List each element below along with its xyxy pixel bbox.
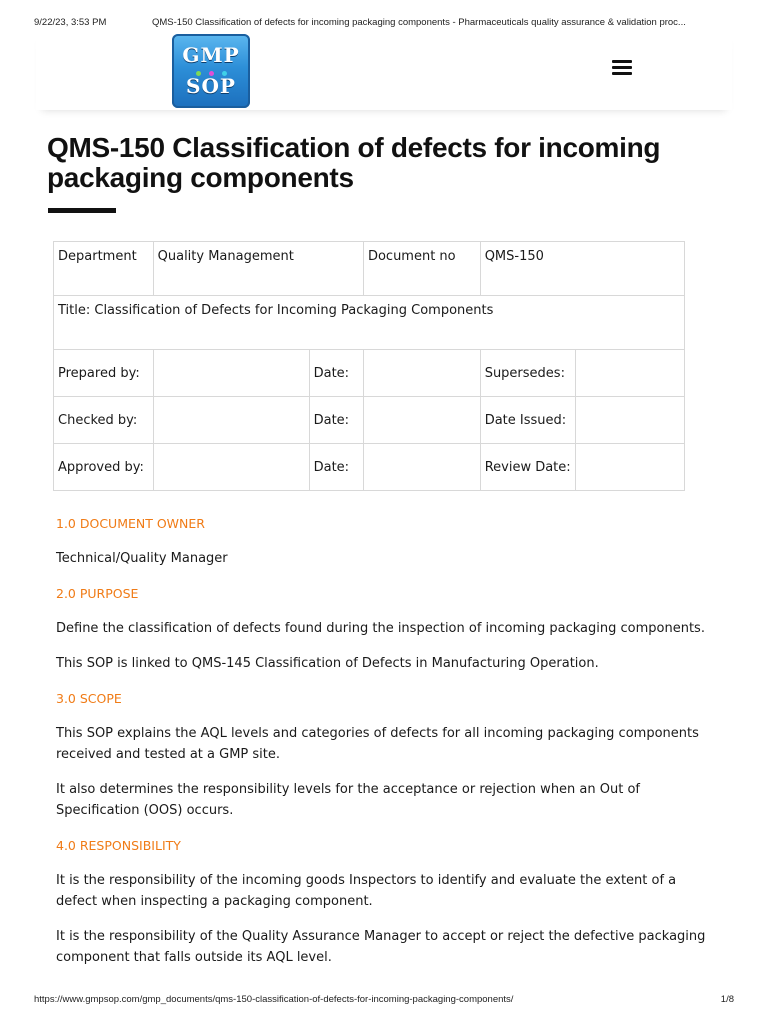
print-url: https://www.gmpsop.com/gmp_documents/qms-150-classification-of-defects-for-incoming-packaging-components/ <box>34 994 514 1005</box>
paragraph: Define the classification of defects found during the inspection of incoming packaging components. <box>56 621 705 636</box>
prepared-date-label: Date: <box>309 350 363 397</box>
print-page-number: 1/8 <box>720 994 734 1005</box>
print-footer <box>34 994 734 1005</box>
document-no-label: Document no <box>363 242 480 296</box>
prepared-by-label: Prepared by: <box>54 350 154 397</box>
document-body <box>56 513 716 982</box>
document-control-table <box>53 241 685 491</box>
table-row <box>54 350 685 397</box>
document-title-cell: Title: Classification of Defects for Incoming Packaging Components <box>54 296 685 350</box>
logo-text-bottom: SOP <box>186 74 236 98</box>
supersedes-value <box>576 350 685 397</box>
table-row <box>54 296 685 350</box>
department-label: Department <box>54 242 154 296</box>
checked-by-value <box>153 397 309 444</box>
approved-date-value <box>363 444 480 491</box>
date-issued-value <box>576 397 685 444</box>
section-heading-scope: 3.0 SCOPE <box>56 691 122 706</box>
checked-by-label: Checked by: <box>54 397 154 444</box>
supersedes-label: Supersedes: <box>480 350 576 397</box>
document-no-value: QMS-150 <box>480 242 684 296</box>
approved-by-value <box>153 444 309 491</box>
prepared-by-value <box>153 350 309 397</box>
section-heading-responsibility: 4.0 RESPONSIBILITY <box>56 838 181 853</box>
table-row <box>54 397 685 444</box>
paragraph: This SOP is linked to QMS-145 Classification of Defects in Manufacturing Operation. <box>56 656 599 671</box>
print-page-title: QMS-150 Classification of defects for incoming packaging components - Pharmaceuticals quality assurance & validation proc... <box>152 17 686 28</box>
gmpsop-logo[interactable] <box>172 34 250 108</box>
title-underline <box>48 208 116 213</box>
page-title: QMS-150 Classification of defects for incoming packaging components <box>47 132 661 193</box>
paragraph: This SOP explains the AQL levels and categories of defects for all incoming packaging components received and tested at a GMP site. <box>56 726 699 762</box>
site-header <box>36 30 732 110</box>
approved-date-label: Date: <box>309 444 363 491</box>
checked-date-label: Date: <box>309 397 363 444</box>
paragraph: Technical/Quality Manager <box>56 551 228 566</box>
logo-text-top: GMP <box>182 43 240 67</box>
table-row <box>54 242 685 296</box>
print-header <box>34 17 734 28</box>
review-date-value <box>576 444 685 491</box>
paragraph: It is the responsibility of the incoming goods Inspectors to identify and evaluate the extent of a defect when inspecting a packaging component. <box>56 873 677 909</box>
department-value: Quality Management <box>153 242 363 296</box>
review-date-label: Review Date: <box>480 444 576 491</box>
approved-by-label: Approved by: <box>54 444 154 491</box>
date-issued-label: Date Issued: <box>480 397 576 444</box>
prepared-date-value <box>363 350 480 397</box>
table-row <box>54 444 685 491</box>
checked-date-value <box>363 397 480 444</box>
hamburger-menu-icon[interactable] <box>612 60 632 76</box>
paragraph: It also determines the responsibility levels for the acceptance or rejection when an Out of Specification (OOS) occurs. <box>56 782 640 818</box>
section-heading-document-owner: 1.0 DOCUMENT OWNER <box>56 516 205 531</box>
paragraph: It is the responsibility of the Quality Assurance Manager to accept or reject the defective packaging component that falls outside its AQL level. <box>56 929 706 965</box>
print-timestamp: 9/22/23, 3:53 PM <box>34 17 107 28</box>
section-heading-purpose: 2.0 PURPOSE <box>56 586 139 601</box>
